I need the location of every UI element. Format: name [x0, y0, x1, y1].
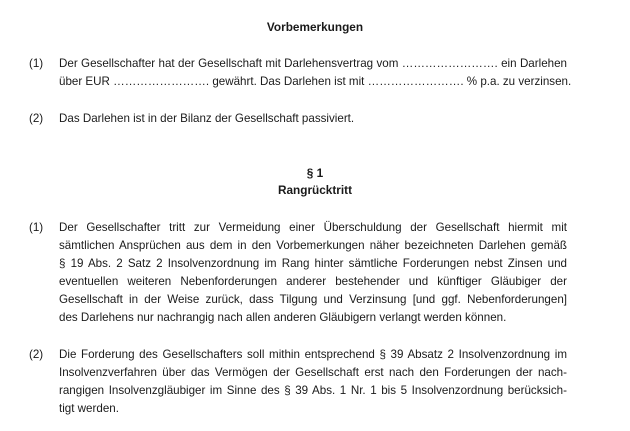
paragraph-number: (2) [29, 112, 44, 125]
paragraph-line: § 19 Abs. 2 Satz 2 Insolvenzordnung im Rang hinter sämtliche Forderungen nebst Zinsen und [59, 257, 567, 270]
paragraph-line: Das Darlehen ist in der Bilanz der Gesellschaft passiviert. [59, 112, 355, 125]
paragraph-line: des Darlehens nur nachrangig nach allen anderen Gläubigern verlangt werden können. [59, 311, 507, 324]
paragraph-line: Insolvenzverfahren über das Vermögen der Gesellschaft erst nach den Forderungen der nach- [59, 366, 567, 379]
section-symbol: § 1 [306, 166, 324, 180]
paragraph-line: Der Gesellschafter tritt zur Vermeidung einer Überschuldung der Gesellschaft hiermit mit [59, 221, 567, 234]
paragraph-line: eventuellen weiteren Nebenforderungen anderer bestehender und künftiger Gläubiger der [59, 275, 567, 288]
paragraph-line: sämtlichen Ansprüchen aus dem in den Vorbemerkungen näher bezeichneten Darlehen gemäß [59, 239, 567, 252]
paragraph-line: rangigen Insolvenzgläubiger im Sinne des § 39 Abs. 1 Nr. 1 bis 5 Insolvenzordnung berücksich- [59, 384, 567, 397]
paragraph-line: Der Gesellschafter hat der Gesellschaft mit Darlehensvertrag vom ……………………. ein Darlehen [59, 57, 567, 70]
paragraph-number: (1) [29, 221, 44, 234]
paragraph-line: Die Forderung des Gesellschafters soll mithin entsprechend § 39 Absatz 2 Insolvenzordnung im [59, 348, 567, 361]
paragraph-number: (1) [29, 57, 44, 70]
paragraph-line: Gesellschaft in der Weise zurück, dass Tilgung und Verzinsung [und ggf. Nebenforderungen] [59, 293, 567, 306]
paragraph-line: tigt werden. [59, 402, 119, 415]
paragraph-line: über EUR ……………………. gewährt. Das Darlehen ist mit ……………………. % p.a. zu verzinsen. [59, 75, 572, 88]
paragraph-number: (2) [29, 348, 44, 361]
preamble-title: Vorbemerkungen [266, 20, 364, 34]
section-title: Rangrücktritt [277, 183, 353, 197]
